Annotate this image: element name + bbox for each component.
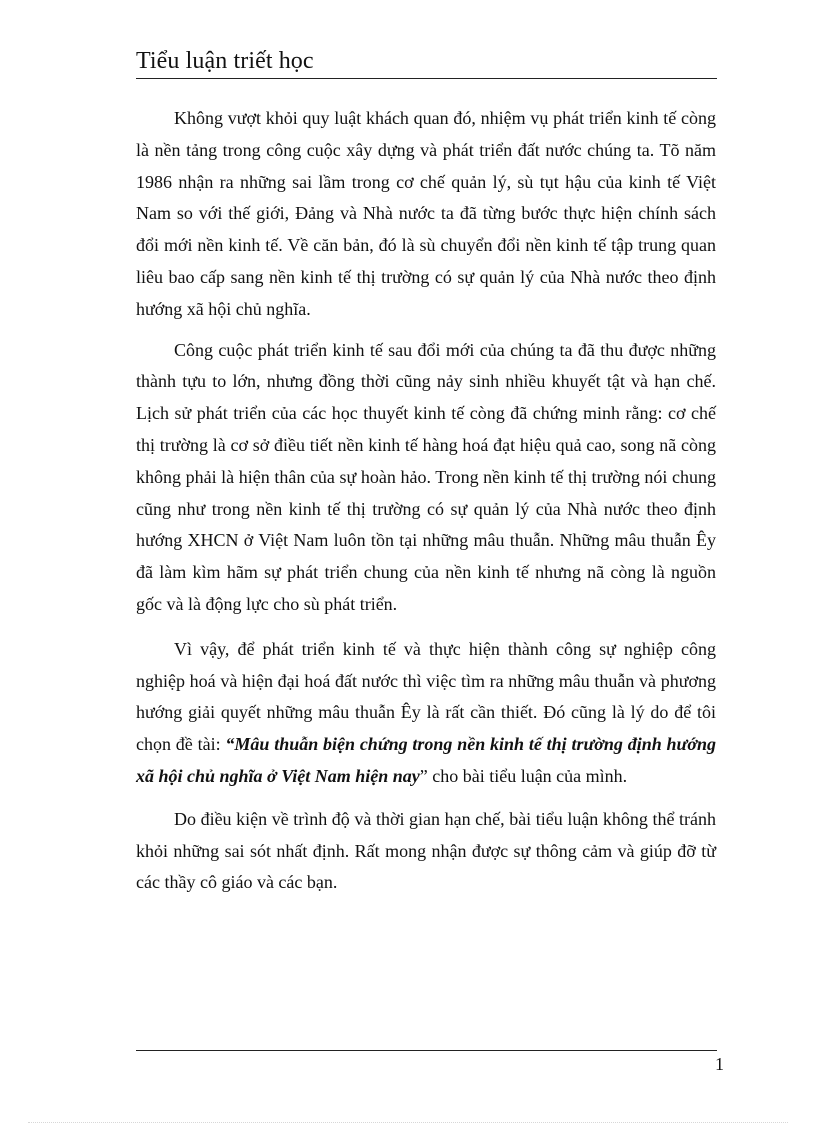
- paragraph-3-text-before-title: Vì vậy, để phát triển kinh tế và thực hiện thành công sự nghiệp công nghiệp hoá và hiện đại hoá đất nước thì việc tìm ra những mâu thuẫn và phương hướng giải quyết những mâu thuẫn Êy là rất cần thiết. Đó cũng là lý do để tôi chọn đề tài:: [136, 638, 716, 755]
- topic-title: “Mâu thuẫn biện chứng trong nền kinh tế thị trường định hướng xã hội chủ nghĩa ở Việt Nam hiện nay: [136, 734, 716, 786]
- footer-rule: [136, 1050, 717, 1051]
- paragraph-2: Công cuộc phát triển kinh tế sau đổi mới của chúng ta đã thu được những thành tựu to lớn, nhưng đồng thời cũng nảy sinh nhiều khuyết tật và hạn chế. Lịch sử phát triển của các học thuyết kinh tế còng đã chứng minh rằng: cơ chế thị trường là cơ sở điều tiết nền kinh tế hàng hoá đạt hiệu quả cao, song nã còng không phải là hiện thân của sự hoàn hảo. Trong nền kinh tế thị trường nói chung cũng như trong nền kinh tế thị trường có sự quản lý của Nhà nước theo định hướng XHCN ở Việt Nam luôn tồn tại những mâu thuẫn. Những mâu thuẫn Êy đã làm kìm hãm sự phát triển chung của nền kinh tế nhưng nã còng là nguồn gốc và là động lực cho sù phát triển.: [136, 339, 716, 614]
- body-text: [136, 103, 716, 909]
- paragraph-3: [136, 634, 716, 793]
- page-number: 1: [715, 1054, 724, 1074]
- running-header-title: Tiểu luận triết học: [136, 48, 314, 74]
- paragraph-3-text-after-title: ” cho bài tiểu luận của mình.: [419, 765, 628, 786]
- paragraph-4: Do điều kiện về trình độ và thời gian hạn chế, bài tiểu luận không thể tránh khỏi những sai sót nhất định. Rất mong nhận được sự thông cảm và giúp đỡ từ các thầy cô giáo và các bạn.: [136, 808, 716, 893]
- header-rule: [136, 78, 717, 79]
- paragraph-1: Không vượt khỏi quy luật khách quan đó, nhiệm vụ phát triển kinh tế còng là nền tảng trong công cuộc xây dựng và phát triển đất nước chúng ta. Tõ năm 1986 nhận ra những sai lầm trong cơ chế quản lý, sù tụt hậu của kinh tế Việt Nam so với thế giới, Đảng và Nhà nước ta đã từng bước thực hiện chính sách đổi mới nền kinh tế. Về căn bản, đó là sù chuyển đổi nền kinh tế tập trung quan liêu bao cấp sang nền kinh tế thị trường có sự quản lý của Nhà nước theo định hướng xã hội chủ nghĩa.: [136, 108, 716, 319]
